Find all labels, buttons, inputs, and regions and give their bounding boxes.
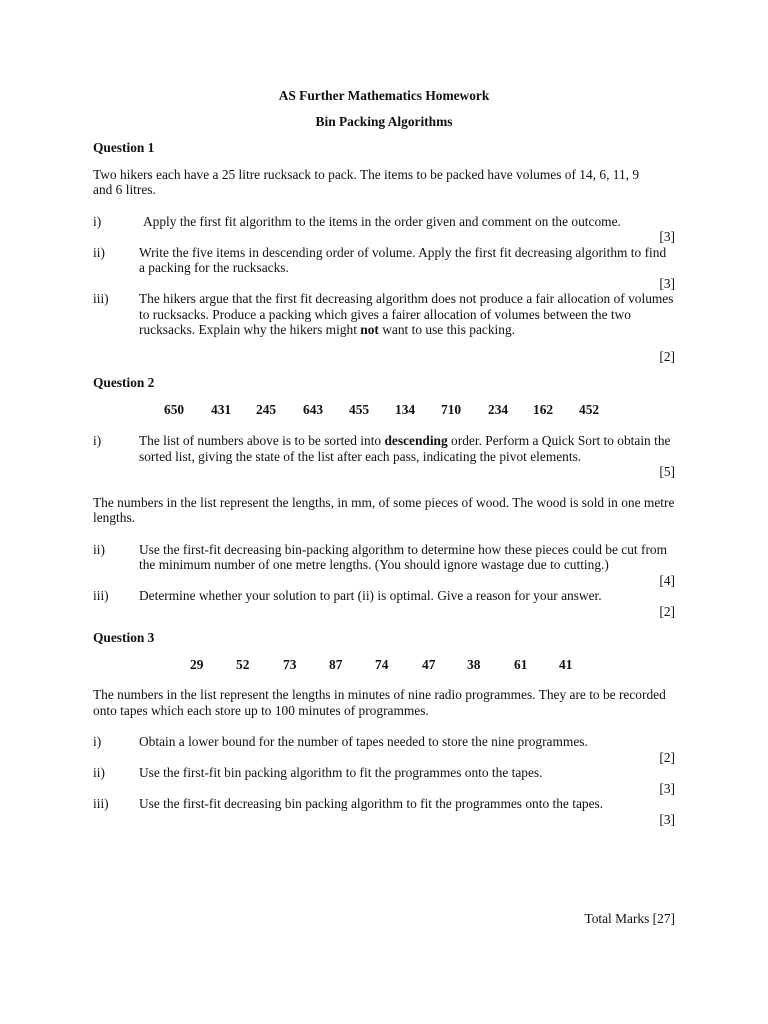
q3-part-i	[93, 734, 675, 750]
q1-part-iii	[93, 291, 675, 338]
page-subtitle: Bin Packing Algorithms	[315, 113, 453, 129]
number-item: 47	[422, 656, 436, 672]
q2-number-list	[93, 402, 675, 418]
part-label: iii)	[93, 291, 109, 306]
q2-part-i	[93, 433, 675, 464]
number-item: 38	[467, 656, 481, 672]
number-item: 431	[211, 401, 232, 417]
part-label: iii)	[93, 588, 109, 603]
number-item: 162	[533, 401, 554, 417]
part-label: i)	[93, 213, 102, 229]
number-item: 87	[329, 656, 343, 672]
part-label: ii)	[93, 541, 105, 557]
part-label: i)	[93, 734, 102, 749]
question-3-heading: Question 3	[93, 630, 155, 645]
q2-part-iii	[93, 588, 675, 604]
q3-number-list	[93, 657, 675, 673]
q3-part-iii	[93, 796, 675, 812]
q1-part-i	[93, 214, 675, 230]
marks: [2]	[659, 749, 675, 765]
number-item: 234	[488, 401, 509, 417]
part-text: The hikers argue that the first fit decreasing algorithm does not produce a fair allocation of volumes to rucksacks. Produce a packing which gives a fairer allocation of volumes between the two rucksacks. Explain why the hikers might not want to use this packing.	[139, 291, 674, 337]
part-label: i)	[93, 433, 102, 448]
marks: [2]	[659, 603, 675, 619]
part-label: ii)	[93, 765, 105, 780]
number-item: 710	[441, 401, 462, 417]
number-item: 74	[375, 656, 389, 672]
part-text: Use the first-fit decreasing bin-packing algorithm to determine how these pieces could be cut from the minimum number of one metre lengths. (You should ignore wastage due to cutting.)	[139, 541, 668, 572]
part-label: ii)	[93, 244, 105, 260]
part-text: Obtain a lower bound for the number of tapes needed to store the nine programmes.	[139, 734, 588, 749]
part-text: Use the first-fit bin packing algorithm to fit the programmes onto the tapes.	[139, 765, 543, 780]
number-item: 650	[164, 401, 185, 417]
part-text: Determine whether your solution to part (ii) is optimal. Give a reason for your answer.	[139, 588, 602, 603]
q3-part-ii	[93, 765, 675, 781]
number-item: 29	[190, 656, 204, 672]
number-item: 452	[579, 401, 600, 417]
number-item: 41	[559, 656, 573, 672]
question-1-heading: Question 1	[93, 140, 155, 155]
marks: [2]	[659, 348, 675, 364]
marks: [5]	[659, 464, 675, 479]
worksheet	[93, 86, 675, 827]
part-text: Write the five items in descending order of volume. Apply the first fit decreasing algorithm to find a packing for the rucksacks.	[139, 244, 667, 275]
marks: [4]	[659, 572, 675, 588]
question-2-context: The numbers in the list represent the lengths, in mm, of some pieces of wood. The wood is sold in one metre lengths.	[93, 494, 675, 525]
marks: [3]	[659, 229, 675, 244]
marks: [3]	[659, 811, 675, 827]
question-1-intro: Two hikers each have a 25 litre rucksack to pack. The items to be packed have volumes of 14, 6, 11, 9 and 6 litres.	[93, 166, 640, 197]
number-item: 643	[303, 401, 324, 417]
total-marks: Total Marks [27]	[584, 911, 675, 926]
number-item: 455	[349, 401, 370, 417]
page-title: AS Further Mathematics Homework	[278, 88, 490, 103]
q2-part-ii	[93, 542, 675, 573]
question-3-intro: The numbers in the list represent the lengths in minutes of nine radio programmes. They are to be recorded onto tapes which each store up to 100 minutes of programmes.	[93, 687, 666, 718]
number-item: 61	[514, 656, 528, 672]
number-item: 245	[256, 401, 277, 417]
number-item: 134	[395, 401, 416, 417]
part-label: iii)	[93, 796, 109, 811]
number-item: 73	[283, 656, 297, 672]
marks: [3]	[659, 780, 675, 796]
part-text: Apply the first fit algorithm to the items in the order given and comment on the outcome.	[143, 213, 621, 229]
part-text: Use the first-fit decreasing bin packing algorithm to fit the programmes onto the tapes.	[139, 796, 604, 811]
q1-part-ii	[93, 245, 675, 276]
question-2-heading: Question 2	[93, 375, 155, 390]
marks: [3]	[659, 275, 675, 291]
part-text: The list of numbers above is to be sorted into descending order. Perform a Quick Sort to obtain the sorted list, giving the state of the list after each pass, indicating the pivot elements.	[139, 433, 671, 464]
number-item: 52	[236, 656, 250, 672]
